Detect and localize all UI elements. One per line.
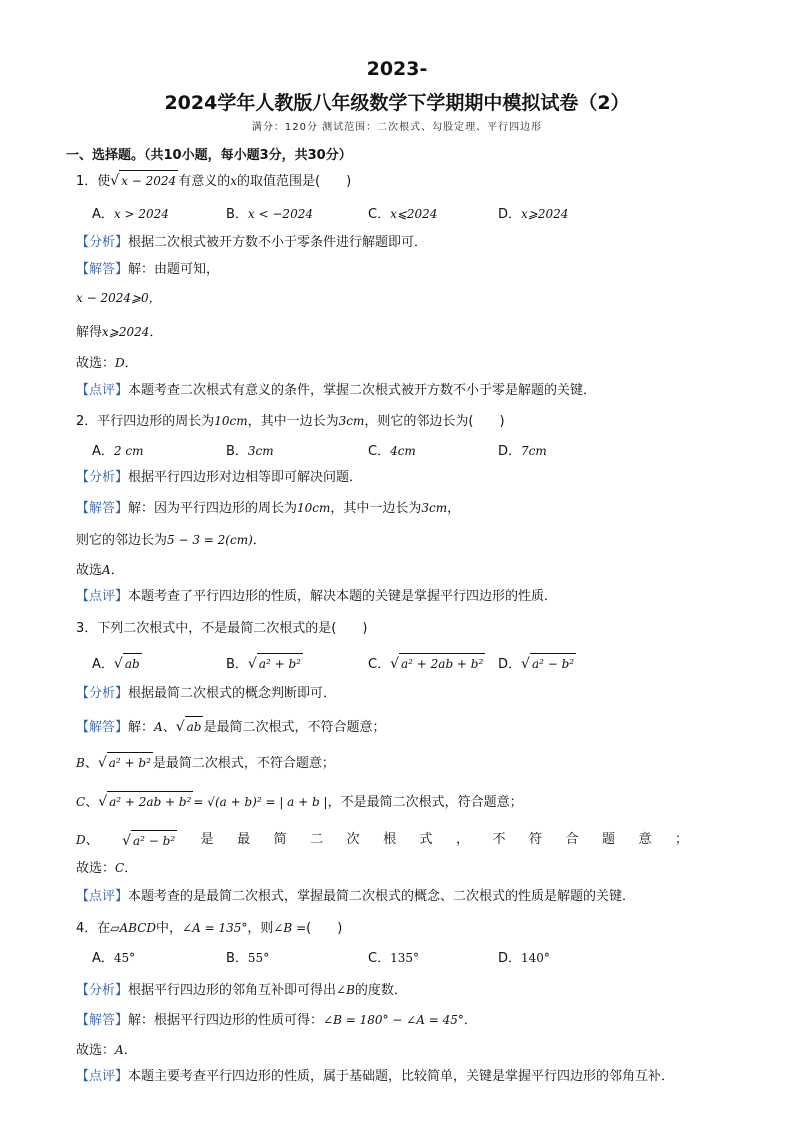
q4-option-d: D．140°: [498, 951, 550, 966]
q3-analysis: 【分析】根据最简二次根式的概念判断即可．: [76, 686, 337, 701]
q3-comment: 【点评】本题考查的是最简二次根式，掌握最简二次根式的概念、二次根式的性质是解题的关键．: [76, 889, 636, 904]
q1-step-2: 解得x⩾2024．: [76, 325, 163, 340]
q2-choose: 故选A．: [76, 563, 124, 578]
q1-option-a: A．x > 2024: [92, 207, 169, 222]
q1-step-1: x − 2024⩾0，: [76, 291, 161, 305]
q3-option-c: C．√ a² + 2ab + b²: [368, 653, 485, 675]
title-line-1: 2023-: [366, 58, 428, 80]
q1-choose: 故选：D．: [76, 356, 138, 371]
q4-choose: 故选：A．: [76, 1043, 137, 1058]
q1-solution: 【解答】解：由题可知，: [76, 262, 220, 277]
q3-option-d: D．√ a² − b²: [498, 653, 576, 675]
q3-solution: 【解答】解：A、√ ab 是最简二次根式，不符合题意；: [76, 716, 386, 738]
q3-option-b: B．√ a² + b²: [226, 653, 303, 675]
q3-case-d: D、 √ a² − b² 是 最 简 二 次 根 式 ， 不 符 合 题 意 ；: [76, 832, 688, 849]
q2-option-a: A．2 cm: [92, 444, 144, 459]
q4-analysis: 【分析】根据平行四边形的邻角互补即可得出∠B的度数．: [76, 983, 407, 998]
q3-choose: 故选：C．: [76, 861, 138, 876]
q2-option-b: B．3cm: [226, 444, 274, 459]
q2-solution: 【解答】解：因为平行四边形的周长为10cm，其中一边长为3cm，: [76, 501, 461, 516]
sqrt-icon: √: [110, 173, 120, 189]
q4-solution: 【解答】解：根据平行四边形的性质可得：∠B = 180° − ∠A = 45°．: [76, 1013, 477, 1028]
q4-stem: 4．在▱ABCD中，∠A = 135°，则∠B =( ): [76, 921, 343, 936]
q4-option-b: B．55°: [226, 951, 270, 966]
subtitle: 满分：120分 测试范围：二次根式、勾股定理、平行四边形: [251, 122, 543, 133]
q2-comment: 【点评】本题考查了平行四边形的性质，解决本题的关键是掌握平行四边形的性质．: [76, 589, 558, 604]
q1-comment: 【点评】本题考查二次根式有意义的条件，掌握二次根式被开方数不小于零是解题的关键．: [76, 383, 597, 398]
q1-option-d: D．x⩾2024: [498, 207, 569, 222]
q3-case-b: B、√ a² + b² 是最简二次根式，不符合题意；: [76, 752, 335, 774]
q1-stem: 1．使√ x − 2024 有意义的x的取值范围是( ): [76, 170, 351, 192]
q2-option-c: C．4cm: [368, 444, 416, 459]
q4-option-a: A．45°: [92, 951, 136, 966]
q2-analysis: 【分析】根据平行四边形对边相等即可解决问题．: [76, 470, 363, 485]
q4-option-c: C．135°: [368, 951, 419, 966]
section-heading: 一、选择题。（共10小题，每小题3分，共30分）: [66, 148, 352, 163]
title-line-2: 2024学年人教版八年级数学下学期期中模拟试卷（2）: [164, 92, 630, 114]
q1-analysis: 【分析】根据二次根式被开方数不小于零条件进行解题即可．: [76, 235, 428, 250]
q1-option-c: C．x⩽2024: [368, 207, 438, 222]
q2-stem: 2．平行四边形的周长为10cm，其中一边长为3cm，则它的邻边长为( ): [76, 414, 505, 429]
q2-step: 则它的邻边长为5 − 3 = 2(cm)．: [76, 533, 266, 548]
q2-option-d: D．7cm: [498, 444, 547, 459]
q3-option-a: A．√ ab: [92, 653, 142, 675]
q4-comment: 【点评】本题主要考查平行四边形的性质，属于基础题，比较简单，关键是掌握平行四边形的邻角互补．: [76, 1069, 675, 1084]
q3-case-c: C、√ a² + 2ab + b² = √(a + b)² = | a + b |，不是最简二次根式，符合题意；: [76, 791, 523, 813]
q1-option-b: B．x < −2024: [226, 207, 313, 222]
q3-stem: 3．下列二次根式中，不是最简二次根式的是( ): [76, 621, 368, 636]
